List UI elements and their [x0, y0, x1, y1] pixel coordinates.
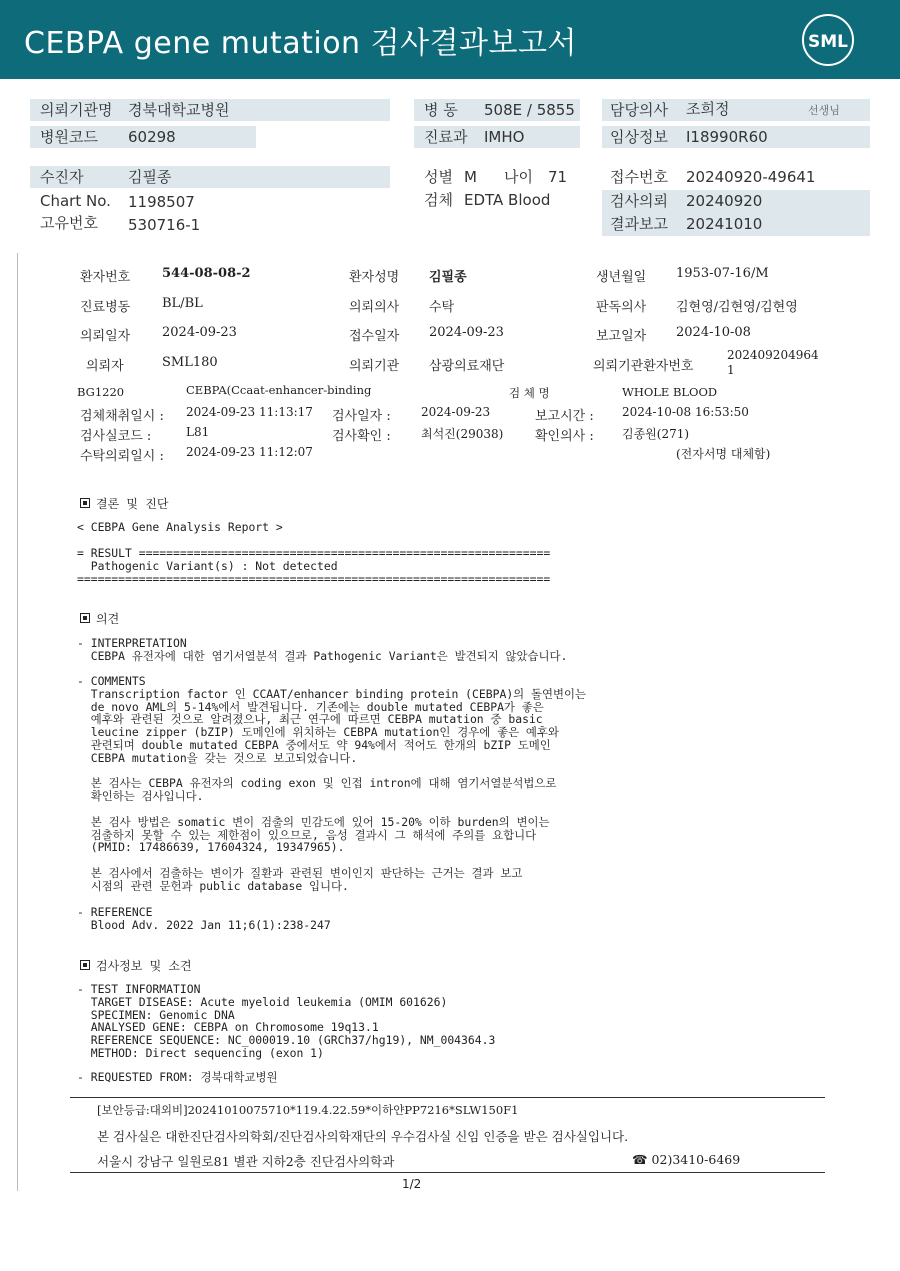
- recv-value: 20240920-49641: [686, 168, 816, 186]
- sex-value: M: [464, 168, 477, 186]
- sml-logo: SML: [802, 14, 854, 66]
- rpt-value: 수탁: [429, 300, 455, 315]
- header-bar: [0, 0, 900, 79]
- section-opinion: [80, 610, 119, 627]
- rpt-value: BL/BL: [162, 296, 203, 311]
- footer-divider-top: [70, 1097, 825, 1098]
- page-number: 1/2: [402, 1177, 422, 1191]
- rpt-value: 김필종: [429, 270, 467, 285]
- specimen-value: WHOLE BLOOD: [622, 385, 718, 399]
- rpt-label: 의뢰일자: [80, 329, 131, 344]
- rpt-value: 1: [727, 363, 735, 377]
- left-margin-line: [17, 253, 18, 1191]
- rpt-label: 의뢰자: [86, 359, 124, 374]
- specimen-label: 검 체 명: [509, 386, 550, 400]
- lab-address: 서울시 강남구 일원로81 별관 지하2층 진단검사의학과: [97, 1154, 395, 1169]
- req-org-value: 경북대학교병원: [128, 101, 230, 119]
- rpt-label: 판독의사: [596, 300, 647, 315]
- age-label: 나이: [504, 168, 533, 186]
- uid-value: 530716-1: [128, 216, 201, 234]
- square-bullet-icon: [80, 960, 90, 970]
- detail-label: 보고시간 :: [535, 409, 594, 424]
- rpt-value: 2024-10-08: [676, 325, 751, 340]
- detail-label: 검사확인 :: [332, 429, 391, 444]
- analysis-report-title: < CEBPA Gene Analysis Report >: [77, 520, 283, 534]
- square-bullet-icon: [80, 498, 90, 508]
- rpt-value: 삼광의료재단: [429, 359, 505, 374]
- rpt-label: 의뢰기관환자번호: [593, 359, 694, 374]
- sex-label: 성별: [424, 168, 453, 186]
- req-org-label: 의뢰기관명: [40, 101, 113, 119]
- comments-block: - COMMENTS Transcription factor 인 CCAAT/enhancer binding protein (CEBPA)의 돌연변이는 de novo AML의 5-14%에서 발견됩니다. 기존에는 double mutated CEBPA가 좋은 예후와 관련된 것으로 알려졌으나, 최근 연구에 따르면 CEBPA mutation 중 basic leucine zipper (bZIP) 도메인에 위치하는 CEBPA mutation인 경우에 좋은 예후와 관련되며 double mutated CEBPA 중에서도 약 94%에서 적어도 한개의 bZIP 도메인 CEBPA mutation을 갖는 것으로 보고되었습니다. 본 검사는 CEBPA 유전자의 coding exon 및 인접 intron에 대해 염기서열분석법으로 확인하는 검사입니다. 본 검사 방법은 somatic 변이 검출의 민감도에 있어 15-20% 이하 burden의 변이는 검출하지 못할 수 있는 제한점이 있으므로, 음성 결과시 그 해석에 주의를 요합니다 (PMID: 17486639, 17604324, 19347965). 본 검사에서 검출하는 변이가 질환과 관련된 변이인지 판단하는 근거는 결과 보고 시점의 관련 문헌과 public database 입니다.: [77, 674, 587, 893]
- rpt-value: 544-08-08-2: [162, 266, 251, 281]
- chart-value: 1198507: [128, 193, 195, 211]
- rpt-label: 의뢰기관: [349, 359, 400, 374]
- age-value: 71: [548, 168, 568, 186]
- ward-label: 병 동: [424, 101, 458, 119]
- rpt-value: 2024-09-23: [429, 325, 504, 340]
- rpt-label: 의뢰의사: [349, 300, 400, 315]
- lab-phone: ☎ 02)3410-6469: [632, 1152, 741, 1167]
- clinic-value: I18990R60: [686, 128, 768, 146]
- rpt-value: 1953-07-16/M: [676, 266, 769, 281]
- dept-label: 진료과: [424, 128, 468, 146]
- uid-label: 고유번호: [40, 214, 98, 232]
- rpt-value: SML180: [162, 355, 218, 370]
- info-bg-patient: [30, 166, 390, 188]
- interpretation-block: - INTERPRETATION CEBPA 유전자에 대한 염기서열분석 결과 Pathogenic Variant은 발견되지 않았습니다.: [77, 636, 568, 663]
- detail-value: 2024-09-23: [421, 405, 491, 419]
- rpt-label: 진료병동: [80, 300, 131, 315]
- detail-label: 검사실코드 :: [80, 429, 152, 444]
- clinic-label: 임상정보: [610, 128, 668, 146]
- detail-value: 김종원(271): [622, 427, 690, 441]
- detail-value: 최석진(29038): [421, 427, 504, 441]
- rpt-label: 생년월일: [596, 270, 647, 285]
- doctor-label: 담당의사: [610, 101, 668, 119]
- rpt-label: 접수일자: [349, 329, 400, 344]
- patient-value: 김필종: [128, 168, 172, 186]
- section-conclusion: [80, 495, 168, 512]
- signature-note: (전자서명 대체함): [676, 447, 771, 461]
- detail-value: L81: [186, 425, 210, 439]
- detail-value: 2024-09-23 11:13:17: [186, 405, 313, 419]
- section-title: 의견: [96, 612, 120, 626]
- rpt-value: 2024-09-23: [162, 325, 237, 340]
- hosp-code-value: 60298: [128, 128, 176, 146]
- reqdate-value: 20240920: [686, 192, 763, 210]
- recv-label: 접수번호: [610, 168, 668, 186]
- rpt-value: 김현영/김현영/김현영: [676, 300, 798, 315]
- test-info-block: - TEST INFORMATION TARGET DISEASE: Acute myeloid leukemia (OMIM 601626) SPECIMEN: Genomic DNA ANALYSED GENE: CEBPA on Chromosome 19q13.1 REFERENCE SEQUENCE: NC_000019.10 (GRCh37/hg19), NM_004364.3 METHOD: Direct sequencing (exon 1): [77, 982, 496, 1060]
- test-name: CEBPA(Ccaat-enhancer-binding: [186, 383, 372, 397]
- detail-label: 수탁의뢰일시 :: [80, 449, 164, 464]
- section-title: 결론 및 진단: [96, 497, 169, 511]
- report-date-label: 결과보고: [610, 215, 668, 233]
- section-title: 검사정보 및 소견: [96, 959, 192, 973]
- chart-label: Chart No.: [40, 192, 111, 210]
- rpt-value: 202409204964: [727, 348, 819, 362]
- rpt-label: 환자번호: [80, 270, 131, 285]
- footer-divider-bottom: [70, 1172, 825, 1173]
- doctor-suffix: 선생님: [808, 104, 840, 117]
- rpt-label: 환자성명: [349, 270, 400, 285]
- detail-label: 검체채취일시 :: [80, 409, 164, 424]
- requested-from: - REQUESTED FROM: 경북대학교병원: [77, 1070, 278, 1084]
- detail-label: 확인의사 :: [535, 429, 594, 444]
- reference-block: - REFERENCE Blood Adv. 2022 Jan 11;6(1):238-247: [77, 905, 331, 932]
- spec-label: 검체: [424, 191, 453, 209]
- ward-value: 508E / 5855: [484, 101, 575, 119]
- result-block: = RESULT ============================================================ Pathogenic Variant(s) : Not detected =====================================================================: [77, 546, 551, 586]
- doctor-value: 조희정: [686, 100, 730, 118]
- section-test-info: [80, 957, 192, 974]
- patient-label: 수진자: [40, 168, 84, 186]
- rpt-label: 보고일자: [596, 329, 647, 344]
- detail-label: 검사일자 :: [332, 409, 391, 424]
- report-title: CEBPA gene mutation 검사결과보고서: [24, 26, 577, 61]
- detail-value: 2024-09-23 11:12:07: [186, 445, 313, 459]
- reqdate-label: 검사의뢰: [610, 192, 668, 210]
- dept-value: IMHO: [484, 128, 525, 146]
- spec-value: EDTA Blood: [464, 191, 551, 209]
- test-code: BG1220: [77, 385, 125, 399]
- detail-value: 2024-10-08 16:53:50: [622, 405, 749, 419]
- security-line: [보안등급:대외비]20241010075710*119.4.22.59*이하얀PP7216*SLW150F1: [97, 1103, 519, 1117]
- report-date-value: 20241010: [686, 215, 763, 233]
- square-bullet-icon: [80, 613, 90, 623]
- certification-text: 본 검사실은 대한진단검사의학회/진단검사의학재단의 우수검사실 신임 인증을 받은 검사실입니다.: [97, 1129, 629, 1144]
- hosp-code-label: 병원코드: [40, 128, 98, 146]
